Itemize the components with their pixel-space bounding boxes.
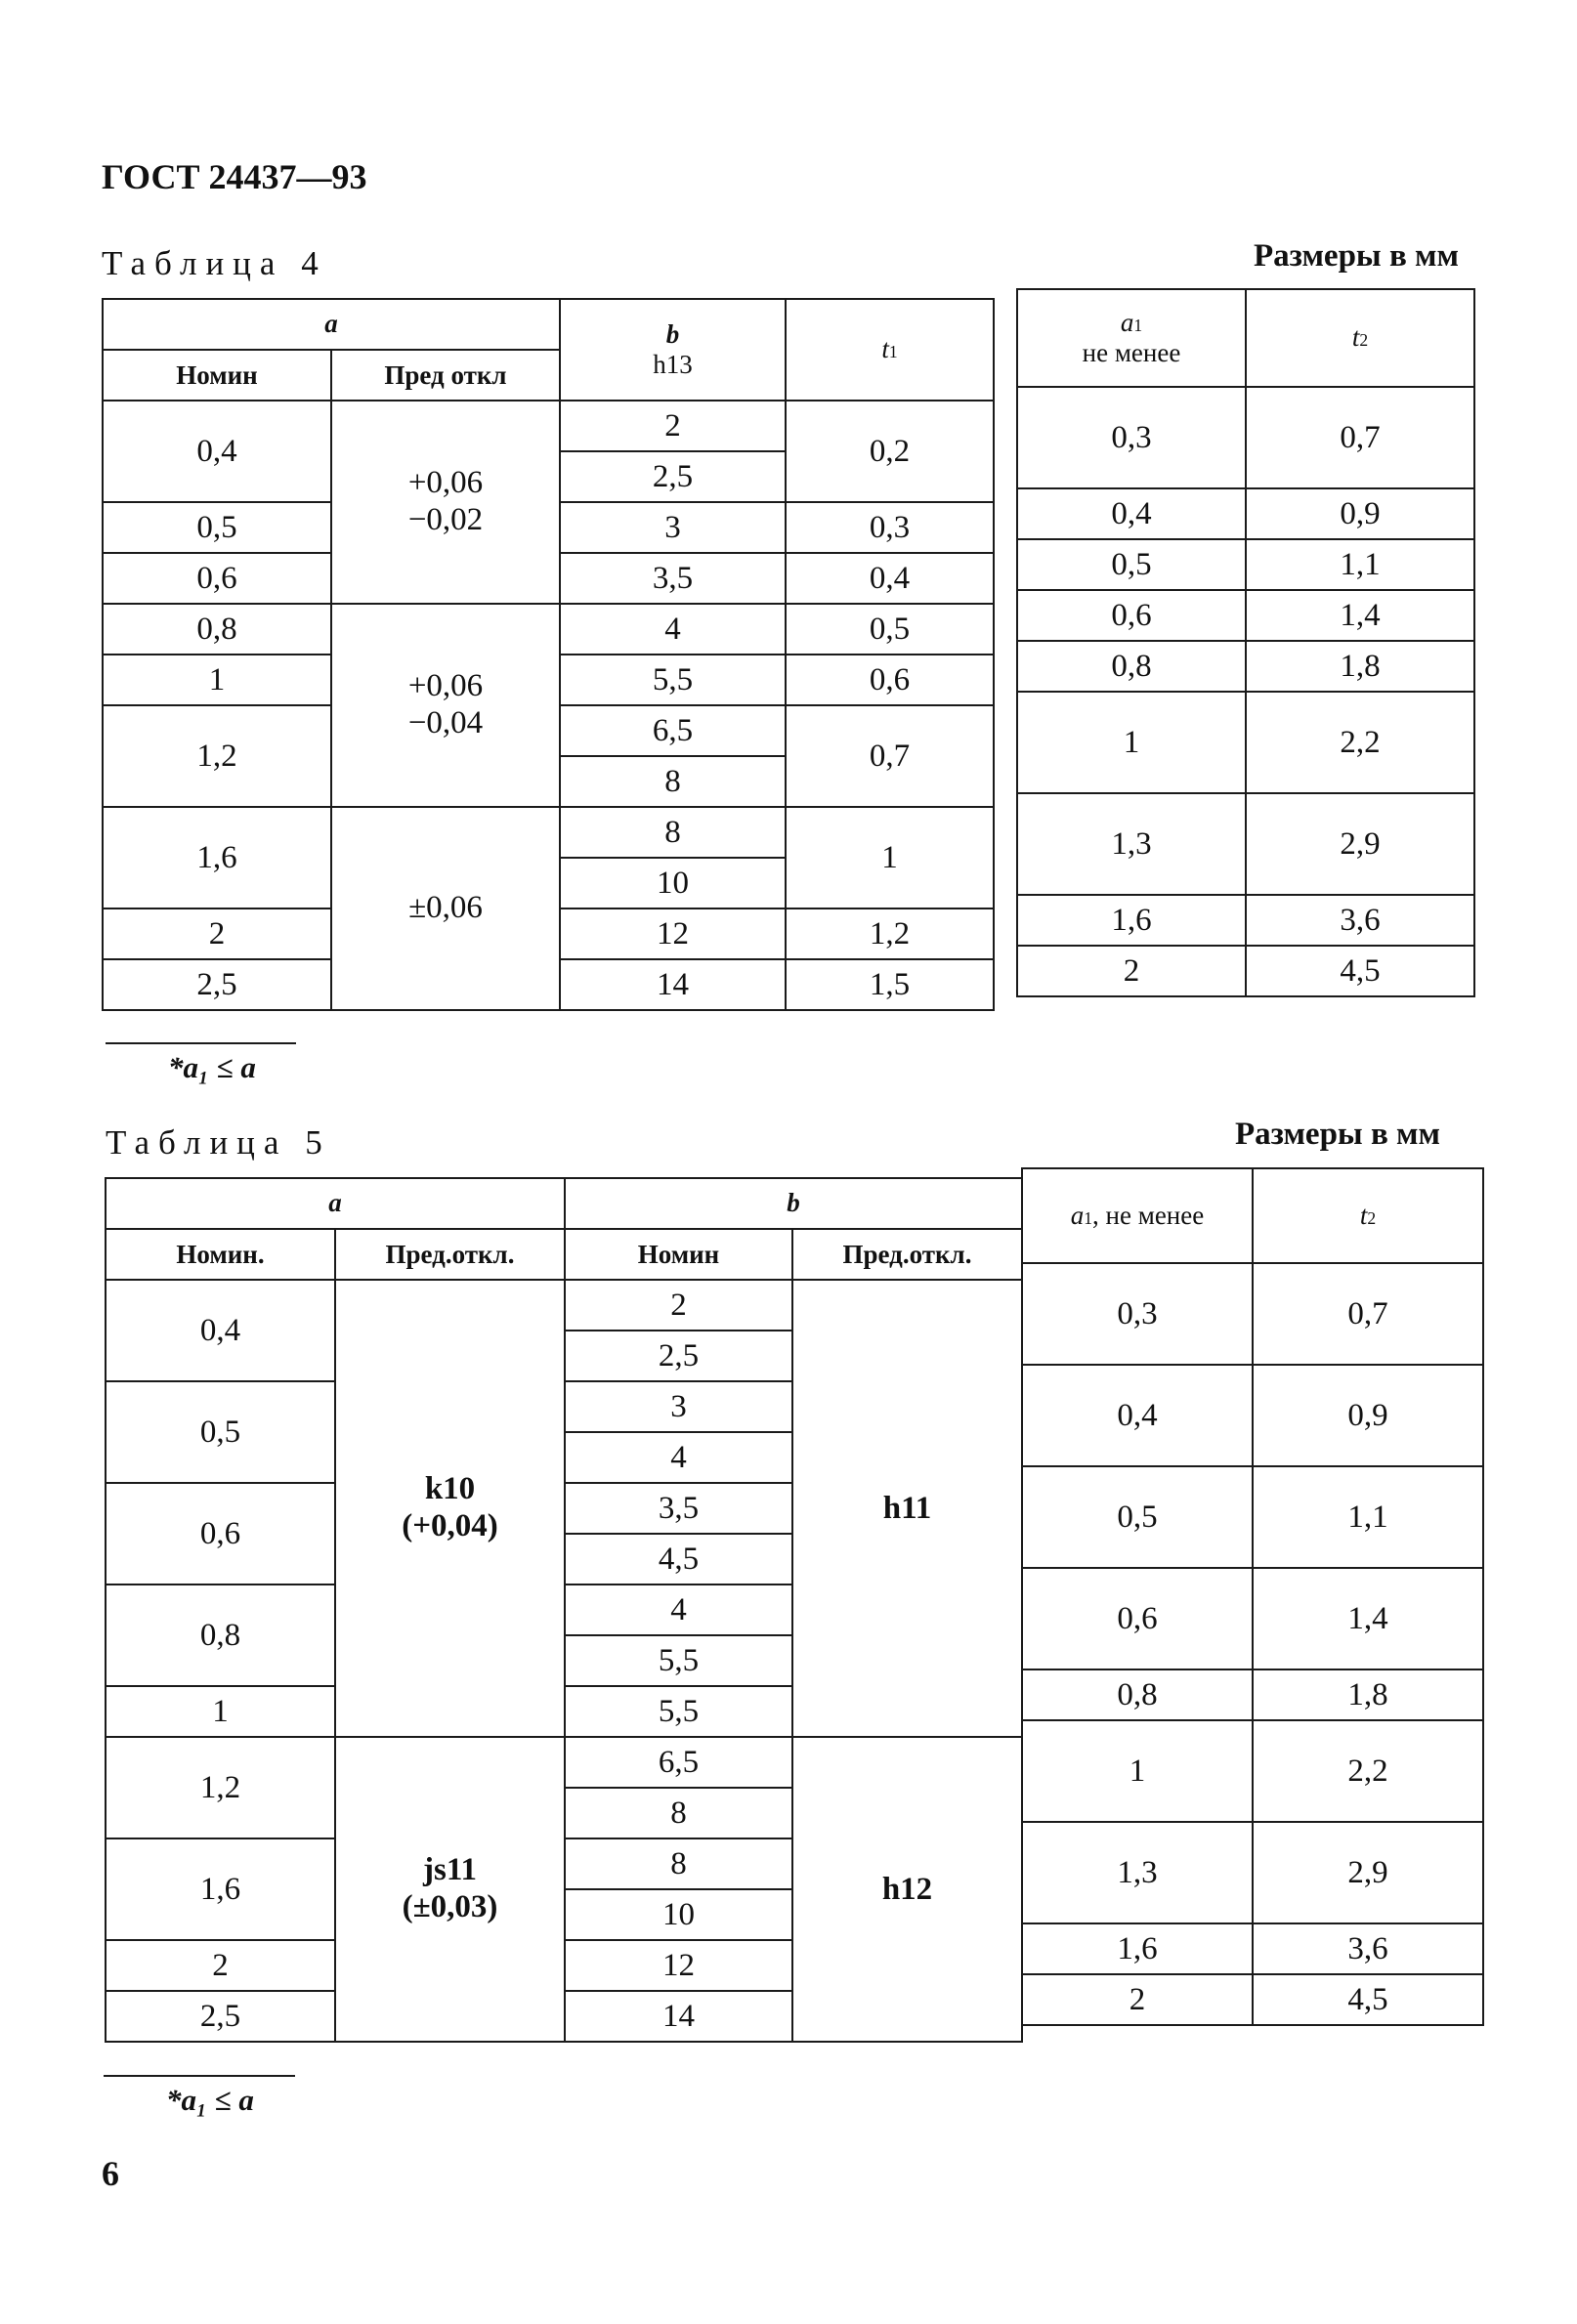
table5-a-cell: 0,8 bbox=[106, 1585, 335, 1686]
table5-dev-a-cell: k10 (+0,04) bbox=[335, 1280, 565, 1737]
table4-b-cell: 6,5 bbox=[560, 705, 786, 756]
table4-b-cell: 2 bbox=[560, 401, 786, 451]
table4-t1-cell: 0,7 bbox=[786, 705, 994, 807]
table4-a1-cell: 0,4 bbox=[1017, 488, 1246, 539]
table5-dev-b-cell: h11 bbox=[792, 1280, 1022, 1737]
table4-footnote: *a₁ ≤ a bbox=[168, 1050, 256, 1084]
table4-t2-cell: 0,9 bbox=[1246, 488, 1474, 539]
table5-b-cell: 4 bbox=[565, 1432, 792, 1483]
page-number: 6 bbox=[102, 2154, 119, 2193]
table4-a1-cell: 0,3 bbox=[1017, 387, 1246, 488]
table5-b-cell: 4 bbox=[565, 1585, 792, 1635]
table4-b-cell: 14 bbox=[560, 959, 786, 1010]
table4-a-cell: 1,6 bbox=[103, 807, 331, 908]
table5-header-dev-b: Пред.откл. bbox=[792, 1229, 1022, 1280]
table5-a-cell: 2,5 bbox=[106, 1991, 335, 2042]
table4-t1-cell: 0,2 bbox=[786, 401, 994, 502]
table5-header-nom-b: Номин bbox=[565, 1229, 792, 1280]
table4-t2-cell: 1,4 bbox=[1246, 590, 1474, 641]
table5-a-cell: 1,2 bbox=[106, 1737, 335, 1838]
table4-a-cell: 0,5 bbox=[103, 502, 331, 553]
table5-b-cell: 5,5 bbox=[565, 1635, 792, 1686]
table5-a1-cell: 0,4 bbox=[1022, 1365, 1253, 1466]
table4-t1-cell: 1 bbox=[786, 807, 994, 908]
table5-b-cell: 6,5 bbox=[565, 1737, 792, 1788]
table4-a-cell: 0,4 bbox=[103, 401, 331, 502]
table4-t2-cell: 3,6 bbox=[1246, 895, 1474, 946]
table4-t1-cell: 0,4 bbox=[786, 553, 994, 604]
table5-b-cell: 2 bbox=[565, 1280, 792, 1331]
table5-header-a1: a1, не менее bbox=[1022, 1168, 1253, 1263]
table4-a1-cell: 1,3 bbox=[1017, 793, 1246, 895]
table5-b-cell: 3 bbox=[565, 1381, 792, 1432]
table5-a-cell: 1 bbox=[106, 1686, 335, 1737]
table4-a-cell: 1,2 bbox=[103, 705, 331, 807]
table4-dev-cell: +0,06 −0,04 bbox=[331, 604, 560, 807]
table5-t2-cell: 0,7 bbox=[1253, 1263, 1483, 1365]
table5-t2-cell: 0,9 bbox=[1253, 1365, 1483, 1466]
table5-a1-cell: 2 bbox=[1022, 1974, 1253, 2025]
table4-a1-cell: 1 bbox=[1017, 692, 1246, 793]
table5-a-cell: 1,6 bbox=[106, 1838, 335, 1940]
table5-footnote-rule bbox=[104, 2075, 295, 2077]
table5-b-cell: 4,5 bbox=[565, 1534, 792, 1585]
table5-t2-cell: 4,5 bbox=[1253, 1974, 1483, 2025]
table5-a-cell: 0,4 bbox=[106, 1280, 335, 1381]
table5-dev-a-cell: js11 (±0,03) bbox=[335, 1737, 565, 2042]
table4-caption: Таблица 4 bbox=[102, 244, 327, 282]
table5-left bbox=[105, 1177, 1023, 2043]
table4-units: Размеры в мм bbox=[1254, 238, 1459, 274]
table5-a1-cell: 1 bbox=[1022, 1720, 1253, 1822]
table4-t1-cell: 1,5 bbox=[786, 959, 994, 1010]
table5-caption: Таблица 5 bbox=[106, 1123, 331, 1162]
table4-b-cell: 8 bbox=[560, 807, 786, 858]
table5-a1-cell: 0,8 bbox=[1022, 1669, 1253, 1720]
table4-t2-cell: 2,2 bbox=[1246, 692, 1474, 793]
table4-t1-cell: 1,2 bbox=[786, 908, 994, 959]
table4-a-cell: 1 bbox=[103, 655, 331, 705]
table4-t2-cell: 2,9 bbox=[1246, 793, 1474, 895]
table4-b-cell: 2,5 bbox=[560, 451, 786, 502]
table4-a1-cell: 0,8 bbox=[1017, 641, 1246, 692]
table5-t2-cell: 1,1 bbox=[1253, 1466, 1483, 1568]
table4-header-a: a bbox=[103, 299, 560, 350]
table5-b-cell: 8 bbox=[565, 1838, 792, 1889]
table5-a-cell: 2 bbox=[106, 1940, 335, 1991]
table5-b-cell: 8 bbox=[565, 1788, 792, 1838]
table4-a1-cell: 0,6 bbox=[1017, 590, 1246, 641]
table4-t2-cell: 4,5 bbox=[1246, 946, 1474, 996]
table5-b-cell: 10 bbox=[565, 1889, 792, 1940]
table4-a1-cell: 1,6 bbox=[1017, 895, 1246, 946]
table4-a-cell: 2,5 bbox=[103, 959, 331, 1010]
table5-b-cell: 5,5 bbox=[565, 1686, 792, 1737]
table4-header-nom: Номин bbox=[103, 350, 331, 401]
table4-b-cell: 4 bbox=[560, 604, 786, 655]
document-header: ГОСТ 24437—93 bbox=[102, 157, 367, 196]
table5-header-nom-a: Номин. bbox=[106, 1229, 335, 1280]
table4-t1-cell: 0,3 bbox=[786, 502, 994, 553]
table4-header-a1: a1 не менее bbox=[1017, 289, 1246, 387]
table5-a1-cell: 0,5 bbox=[1022, 1466, 1253, 1568]
table5-header-a: a bbox=[106, 1178, 565, 1229]
table4-footnote-rule bbox=[106, 1042, 296, 1044]
table5-units: Размеры в мм bbox=[1235, 1117, 1440, 1152]
table5-a-cell: 0,6 bbox=[106, 1483, 335, 1585]
table4-t2-cell: 1,8 bbox=[1246, 641, 1474, 692]
table4-t1-cell: 0,5 bbox=[786, 604, 994, 655]
table4-header-t2: t2 bbox=[1246, 289, 1474, 387]
table4-left bbox=[102, 298, 995, 1011]
table5-a1-cell: 1,3 bbox=[1022, 1822, 1253, 1923]
table5-header-dev-a: Пред.откл. bbox=[335, 1229, 565, 1280]
table4-b-cell: 5,5 bbox=[560, 655, 786, 705]
table5-header-t2: t2 bbox=[1253, 1168, 1483, 1263]
table5-t2-cell: 2,2 bbox=[1253, 1720, 1483, 1822]
table4-a-cell: 0,8 bbox=[103, 604, 331, 655]
table5-t2-cell: 3,6 bbox=[1253, 1923, 1483, 1974]
table4-dev-cell: +0,06 −0,02 bbox=[331, 401, 560, 604]
table4-t2-cell: 0,7 bbox=[1246, 387, 1474, 488]
table5-b-cell: 14 bbox=[565, 1991, 792, 2042]
table5-footnote: *a₁ ≤ a bbox=[166, 2083, 254, 2117]
table5-b-cell: 3,5 bbox=[565, 1483, 792, 1534]
table5-a1-cell: 0,3 bbox=[1022, 1263, 1253, 1365]
table5-b-cell: 12 bbox=[565, 1940, 792, 1991]
table4-header-t1: t1 bbox=[786, 299, 994, 401]
table5-a-cell: 0,5 bbox=[106, 1381, 335, 1483]
table5-b-cell: 2,5 bbox=[565, 1331, 792, 1381]
table4-b-cell: 12 bbox=[560, 908, 786, 959]
table4-a-cell: 2 bbox=[103, 908, 331, 959]
table4-a1-cell: 2 bbox=[1017, 946, 1246, 996]
table5-a1-cell: 1,6 bbox=[1022, 1923, 1253, 1974]
table4-b-cell: 3,5 bbox=[560, 553, 786, 604]
table4-a-cell: 0,6 bbox=[103, 553, 331, 604]
table5-t2-cell: 1,8 bbox=[1253, 1669, 1483, 1720]
table4-t1-cell: 0,6 bbox=[786, 655, 994, 705]
table4-t2-cell: 1,1 bbox=[1246, 539, 1474, 590]
table4-right bbox=[1016, 288, 1475, 997]
table4-a1-cell: 0,5 bbox=[1017, 539, 1246, 590]
table5-t2-cell: 1,4 bbox=[1253, 1568, 1483, 1669]
table5-right bbox=[1021, 1167, 1484, 2026]
table4-b-cell: 3 bbox=[560, 502, 786, 553]
table4-b-cell: 10 bbox=[560, 858, 786, 908]
table5-header-b: b bbox=[565, 1178, 1022, 1229]
table5-a1-cell: 0,6 bbox=[1022, 1568, 1253, 1669]
table5-dev-b-cell: h12 bbox=[792, 1737, 1022, 2042]
table4-header-dev: Пред откл bbox=[331, 350, 560, 401]
table4-b-cell: 8 bbox=[560, 756, 786, 807]
table4-header-b: b h13 bbox=[560, 299, 786, 401]
table5-t2-cell: 2,9 bbox=[1253, 1822, 1483, 1923]
table4-dev-cell: ±0,06 bbox=[331, 807, 560, 1010]
